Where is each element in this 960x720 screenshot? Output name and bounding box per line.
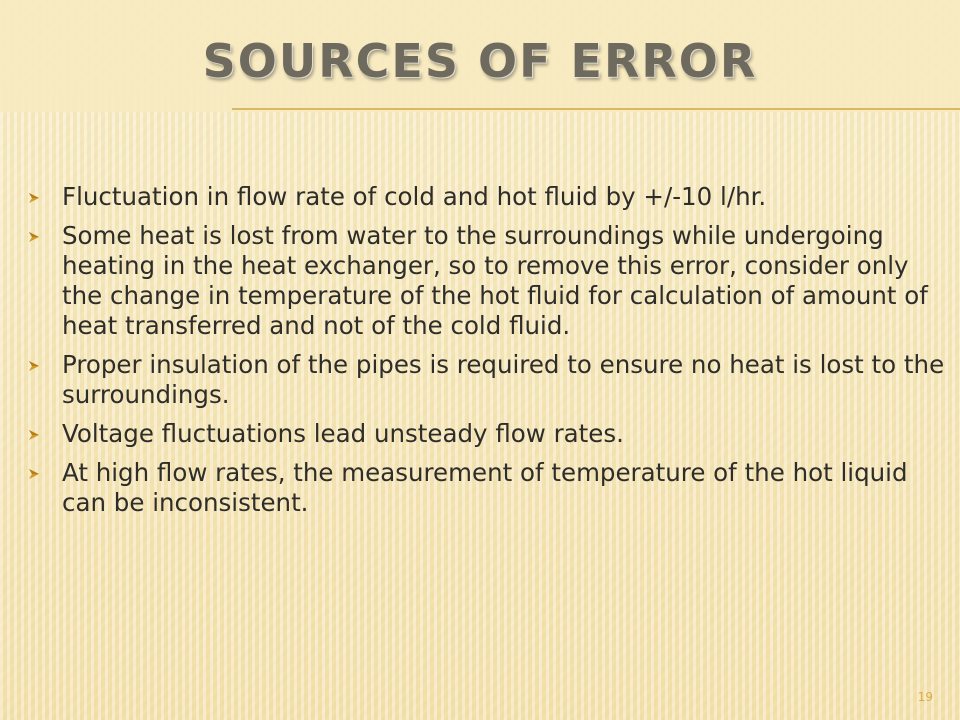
bullet-item [28,221,948,341]
bullet-text: Some heat is lost from water to the surroundings while undergoing heating in the heat exchanger, so to remove this error, consider only the change in temperature of the hot fluid for calculation of amount of heat transferred and not of the cold fluid. [62,221,928,340]
title-divider [232,108,960,110]
arrowhead-bullet-icon [28,468,40,480]
slide-title: SOURCES OF ERROR [202,34,758,88]
bullet-item [28,419,948,449]
bullet-list [28,182,948,527]
arrowhead-bullet-icon [28,429,40,441]
bullet-item [28,458,948,518]
bullet-text: Proper insulation of the pipes is required to ensure no heat is lost to the surroundings. [62,350,945,409]
arrowhead-bullet-icon [28,231,40,243]
bullet-item [28,350,948,410]
bullet-text: Fluctuation in flow rate of cold and hot fluid by +/-10 l/hr. [62,182,767,211]
arrowhead-bullet-icon [28,360,40,372]
arrowhead-bullet-icon [28,192,40,204]
bullet-item [28,182,948,212]
bullet-text: At high flow rates, the measurement of temperature of the hot liquid can be inconsistent. [62,458,908,517]
bullet-text: Voltage fluctuations lead unsteady flow rates. [62,419,624,448]
page-number: 19 [917,690,933,704]
